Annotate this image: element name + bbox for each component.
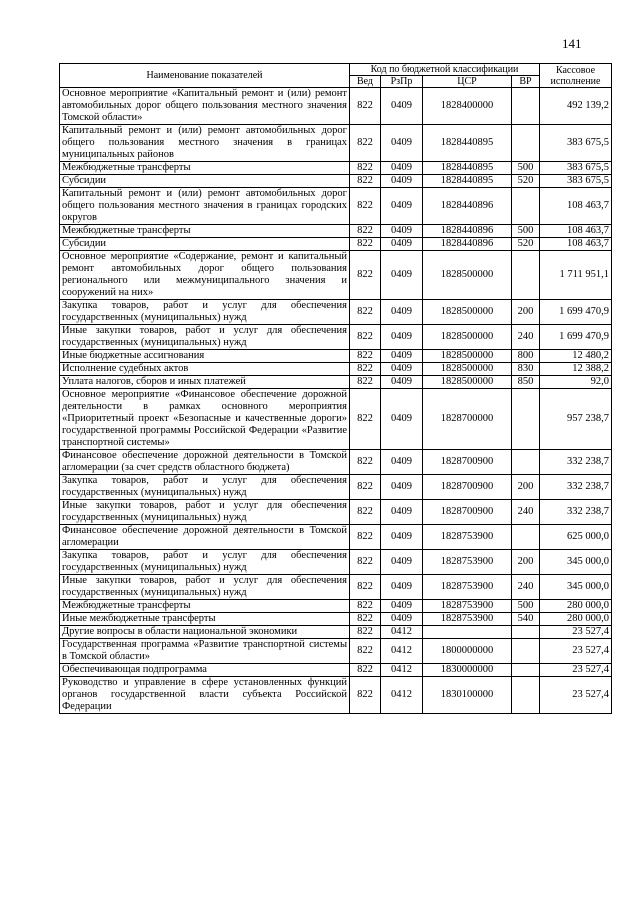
- row-csr-cell: 1828700900: [423, 500, 512, 525]
- table-row: [60, 600, 612, 613]
- row-name-cell: Иные закупки товаров, работ и услуг для обеспечения государственных (муниципальных) нужд: [60, 325, 350, 350]
- row-amount-cell: 23 527,4: [540, 677, 612, 714]
- row-vr-cell: [512, 664, 540, 677]
- row-csr-cell: 1830000000: [423, 664, 512, 677]
- table-row: [60, 639, 612, 664]
- row-csr-cell: 1828753900: [423, 575, 512, 600]
- row-rzpr-cell: 0409: [381, 376, 423, 389]
- table-row: [60, 162, 612, 175]
- row-name-cell: Другие вопросы в области национальной экономики: [60, 626, 350, 639]
- row-csr-cell: 1800000000: [423, 639, 512, 664]
- row-amount-cell: 23 527,4: [540, 626, 612, 639]
- row-csr-cell: 1828753900: [423, 525, 512, 550]
- row-ved-cell: 822: [350, 575, 381, 600]
- row-ved-cell: 822: [350, 238, 381, 251]
- row-name-cell: Межбюджетные трансферты: [60, 600, 350, 613]
- row-amount-cell: 332 238,7: [540, 475, 612, 500]
- table-row: [60, 350, 612, 363]
- row-amount-cell: 280 000,0: [540, 613, 612, 626]
- row-vr-cell: [512, 677, 540, 714]
- row-csr-cell: 1828440895: [423, 162, 512, 175]
- table-row: [60, 389, 612, 450]
- row-amount-cell: 23 527,4: [540, 639, 612, 664]
- row-vr-cell: [512, 251, 540, 300]
- table-row: [60, 238, 612, 251]
- row-vr-cell: [512, 125, 540, 162]
- row-rzpr-cell: 0409: [381, 575, 423, 600]
- table-row: [60, 677, 612, 714]
- row-ved-cell: 822: [350, 639, 381, 664]
- row-rzpr-cell: 0412: [381, 677, 423, 714]
- row-csr-cell: 1828440896: [423, 225, 512, 238]
- row-name-cell: Капитальный ремонт и (или) ремонт автомобильных дорог общего пользования местного значения в границах муниципальных районов: [60, 125, 350, 162]
- page-number: 141: [562, 36, 582, 51]
- row-amount-cell: 383 675,5: [540, 162, 612, 175]
- row-name-cell: Межбюджетные трансферты: [60, 225, 350, 238]
- row-ved-cell: 822: [350, 600, 381, 613]
- row-vr-cell: 200: [512, 300, 540, 325]
- row-csr-cell: 1828500000: [423, 363, 512, 376]
- row-name-cell: Финансовое обеспечение дорожной деятельности в Томской агломерации (за счет средств областного бюджета): [60, 450, 350, 475]
- row-vr-cell: 200: [512, 550, 540, 575]
- row-name-cell: Закупка товаров, работ и услуг для обеспечения государственных (муниципальных) нужд: [60, 550, 350, 575]
- row-vr-cell: 520: [512, 175, 540, 188]
- header-amount: Кассовое исполнение: [540, 64, 612, 88]
- table-row: [60, 125, 612, 162]
- row-amount-cell: 345 000,0: [540, 550, 612, 575]
- row-ved-cell: 822: [350, 225, 381, 238]
- row-rzpr-cell: 0409: [381, 613, 423, 626]
- row-amount-cell: 280 000,0: [540, 600, 612, 613]
- row-name-cell: Иные закупки товаров, работ и услуг для обеспечения государственных (муниципальных) нужд: [60, 575, 350, 600]
- row-rzpr-cell: 0409: [381, 500, 423, 525]
- row-amount-cell: 492 139,2: [540, 88, 612, 125]
- row-amount-cell: 23 527,4: [540, 664, 612, 677]
- row-vr-cell: [512, 639, 540, 664]
- row-rzpr-cell: 0412: [381, 639, 423, 664]
- row-amount-cell: 957 238,7: [540, 389, 612, 450]
- row-rzpr-cell: 0409: [381, 188, 423, 225]
- row-vr-cell: 200: [512, 475, 540, 500]
- row-amount-cell: 332 238,7: [540, 500, 612, 525]
- row-name-cell: Субсидии: [60, 238, 350, 251]
- row-name-cell: Основное мероприятие «Капитальный ремонт и (или) ремонт автомобильных дорог общего пользования местного значения Томской области»: [60, 88, 350, 125]
- row-name-cell: Руководство и управление в сфере установленных функций органов государственной власти субъекта Российской Федерации: [60, 677, 350, 714]
- row-vr-cell: 500: [512, 225, 540, 238]
- header-csr: ЦСР: [423, 76, 512, 88]
- row-rzpr-cell: 0409: [381, 475, 423, 500]
- table-row: [60, 626, 612, 639]
- row-name-cell: Иные бюджетные ассигнования: [60, 350, 350, 363]
- row-ved-cell: 822: [350, 550, 381, 575]
- row-ved-cell: 822: [350, 188, 381, 225]
- row-rzpr-cell: 0412: [381, 626, 423, 639]
- table-row: [60, 225, 612, 238]
- header-rzpr: РзПр: [381, 76, 423, 88]
- row-rzpr-cell: 0409: [381, 125, 423, 162]
- row-vr-cell: 240: [512, 500, 540, 525]
- row-rzpr-cell: 0409: [381, 363, 423, 376]
- row-ved-cell: 822: [350, 363, 381, 376]
- row-vr-cell: 850: [512, 376, 540, 389]
- row-rzpr-cell: 0409: [381, 175, 423, 188]
- table-row: [60, 363, 612, 376]
- row-name-cell: Исполнение судебных актов: [60, 363, 350, 376]
- row-rzpr-cell: 0409: [381, 450, 423, 475]
- header-vr: ВР: [512, 76, 540, 88]
- row-csr-cell: 1828440895: [423, 175, 512, 188]
- budget-execution-table: [59, 63, 612, 714]
- table-row: [60, 525, 612, 550]
- row-ved-cell: 822: [350, 251, 381, 300]
- row-rzpr-cell: 0409: [381, 600, 423, 613]
- row-csr-cell: 1828700000: [423, 389, 512, 450]
- table-row: [60, 500, 612, 525]
- row-amount-cell: 383 675,5: [540, 175, 612, 188]
- row-ved-cell: 822: [350, 175, 381, 188]
- row-csr-cell: [423, 626, 512, 639]
- row-vr-cell: 240: [512, 325, 540, 350]
- table-row: [60, 575, 612, 600]
- row-amount-cell: 332 238,7: [540, 450, 612, 475]
- row-ved-cell: 822: [350, 500, 381, 525]
- row-vr-cell: [512, 450, 540, 475]
- row-name-cell: Межбюджетные трансферты: [60, 162, 350, 175]
- row-rzpr-cell: 0409: [381, 350, 423, 363]
- row-vr-cell: 830: [512, 363, 540, 376]
- row-name-cell: Иные межбюджетные трансферты: [60, 613, 350, 626]
- row-ved-cell: 822: [350, 376, 381, 389]
- row-ved-cell: 822: [350, 664, 381, 677]
- row-name-cell: Финансовое обеспечение дорожной деятельности в Томской агломерации: [60, 525, 350, 550]
- row-csr-cell: 1828440895: [423, 125, 512, 162]
- row-name-cell: Основное мероприятие «Содержание, ремонт и капитальный ремонт автомобильных дорог общего пользования регионального или межмуниципального значения и сооружений на них»: [60, 251, 350, 300]
- row-vr-cell: 520: [512, 238, 540, 251]
- row-vr-cell: 800: [512, 350, 540, 363]
- table-row: [60, 550, 612, 575]
- row-csr-cell: 1828440896: [423, 238, 512, 251]
- table-row: [60, 300, 612, 325]
- row-rzpr-cell: 0409: [381, 389, 423, 450]
- table-row: [60, 376, 612, 389]
- row-csr-cell: 1828753900: [423, 613, 512, 626]
- row-amount-cell: 383 675,5: [540, 125, 612, 162]
- table-body: [60, 88, 612, 714]
- row-ved-cell: 822: [350, 525, 381, 550]
- row-ved-cell: 822: [350, 475, 381, 500]
- table-row: [60, 188, 612, 225]
- row-csr-cell: 1828440896: [423, 188, 512, 225]
- row-rzpr-cell: 0409: [381, 225, 423, 238]
- row-ved-cell: 822: [350, 300, 381, 325]
- row-name-cell: Субсидии: [60, 175, 350, 188]
- row-name-cell: Закупка товаров, работ и услуг для обеспечения государственных (муниципальных) нужд: [60, 475, 350, 500]
- row-vr-cell: 500: [512, 600, 540, 613]
- row-name-cell: Капитальный ремонт и (или) ремонт автомобильных дорог общего пользования местного значения в границах городских округов: [60, 188, 350, 225]
- row-vr-cell: 540: [512, 613, 540, 626]
- row-vr-cell: 500: [512, 162, 540, 175]
- row-rzpr-cell: 0409: [381, 251, 423, 300]
- row-rzpr-cell: 0409: [381, 525, 423, 550]
- row-ved-cell: 822: [350, 613, 381, 626]
- row-amount-cell: 108 463,7: [540, 238, 612, 251]
- table-row: [60, 251, 612, 300]
- row-vr-cell: [512, 389, 540, 450]
- row-rzpr-cell: 0409: [381, 550, 423, 575]
- row-name-cell: Государственная программа «Развитие транспортной системы в Томской области»: [60, 639, 350, 664]
- row-ved-cell: 822: [350, 125, 381, 162]
- header-ved: Вед: [350, 76, 381, 88]
- row-amount-cell: 1 699 470,9: [540, 325, 612, 350]
- row-name-cell: Закупка товаров, работ и услуг для обеспечения государственных (муниципальных) нужд: [60, 300, 350, 325]
- row-csr-cell: 1828700900: [423, 450, 512, 475]
- table-row: [60, 664, 612, 677]
- row-amount-cell: 1 711 951,1: [540, 251, 612, 300]
- row-csr-cell: 1828753900: [423, 550, 512, 575]
- row-ved-cell: 822: [350, 88, 381, 125]
- row-amount-cell: 108 463,7: [540, 188, 612, 225]
- row-rzpr-cell: 0409: [381, 238, 423, 251]
- row-name-cell: Обеспечивающая подпрограмма: [60, 664, 350, 677]
- table-row: [60, 175, 612, 188]
- row-vr-cell: 240: [512, 575, 540, 600]
- row-csr-cell: 1830100000: [423, 677, 512, 714]
- row-csr-cell: 1828500000: [423, 350, 512, 363]
- row-csr-cell: 1828400000: [423, 88, 512, 125]
- row-ved-cell: 822: [350, 450, 381, 475]
- row-csr-cell: 1828700900: [423, 475, 512, 500]
- table-row: [60, 475, 612, 500]
- row-vr-cell: [512, 626, 540, 639]
- row-csr-cell: 1828500000: [423, 376, 512, 389]
- table-row: [60, 613, 612, 626]
- table-row: [60, 450, 612, 475]
- row-rzpr-cell: 0409: [381, 325, 423, 350]
- row-amount-cell: 92,0: [540, 376, 612, 389]
- table-row: [60, 325, 612, 350]
- row-name-cell: Основное мероприятие «Финансовое обеспечение дорожной деятельности в рамках основного мероприятия «Приоритетный проект «Безопасные и качественные дороги» государственной программы Российской Федерации «Развитие транспортной системы»: [60, 389, 350, 450]
- header-code-group: Код по бюджетной классификации: [350, 64, 540, 76]
- row-amount-cell: 1 699 470,9: [540, 300, 612, 325]
- row-rzpr-cell: 0409: [381, 162, 423, 175]
- row-rzpr-cell: 0409: [381, 88, 423, 125]
- row-amount-cell: 108 463,7: [540, 225, 612, 238]
- row-ved-cell: 822: [350, 350, 381, 363]
- row-ved-cell: 822: [350, 162, 381, 175]
- table-row: [60, 88, 612, 125]
- row-csr-cell: 1828500000: [423, 300, 512, 325]
- row-ved-cell: 822: [350, 325, 381, 350]
- row-ved-cell: 822: [350, 389, 381, 450]
- row-vr-cell: [512, 525, 540, 550]
- row-ved-cell: 822: [350, 677, 381, 714]
- row-name-cell: Уплата налогов, сборов и иных платежей: [60, 376, 350, 389]
- row-amount-cell: 12 480,2: [540, 350, 612, 363]
- row-amount-cell: 345 000,0: [540, 575, 612, 600]
- row-rzpr-cell: 0412: [381, 664, 423, 677]
- row-ved-cell: 822: [350, 626, 381, 639]
- row-amount-cell: 625 000,0: [540, 525, 612, 550]
- row-csr-cell: 1828753900: [423, 600, 512, 613]
- header-name: Наименование показателей: [60, 64, 350, 88]
- row-name-cell: Иные закупки товаров, работ и услуг для обеспечения государственных (муниципальных) нужд: [60, 500, 350, 525]
- row-csr-cell: 1828500000: [423, 251, 512, 300]
- row-vr-cell: [512, 188, 540, 225]
- row-csr-cell: 1828500000: [423, 325, 512, 350]
- row-rzpr-cell: 0409: [381, 300, 423, 325]
- row-amount-cell: 12 388,2: [540, 363, 612, 376]
- row-vr-cell: [512, 88, 540, 125]
